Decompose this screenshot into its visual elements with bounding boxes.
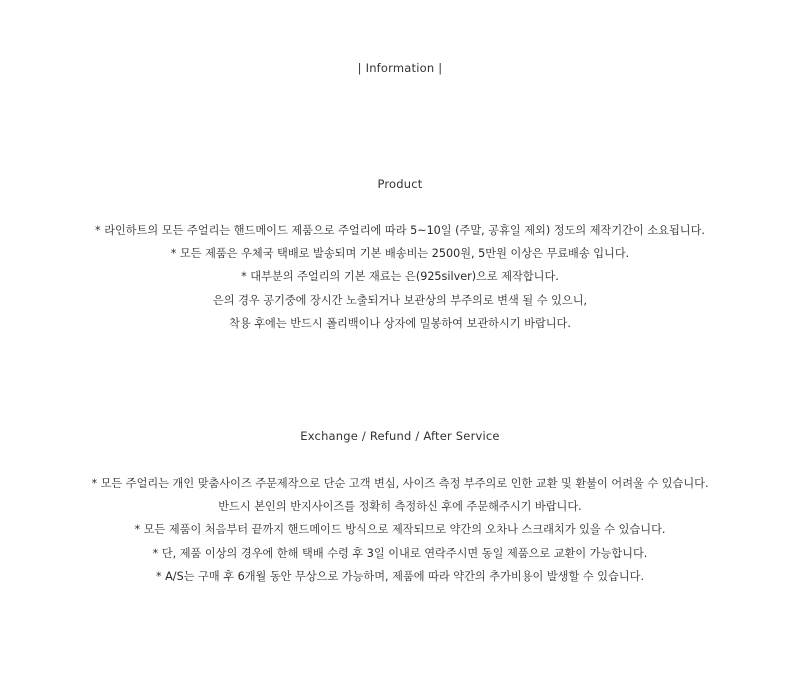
product-section-title: Product — [377, 177, 423, 191]
exchange-notice-line: * 모든 주얼리는 개인 맞춤사이즈 주문제작으로 단순 고객 변심, 사이즈 측정 부주의로 인한 교환 및 환불이 어려울 수 있습니다. — [91, 477, 709, 490]
product-notice-line: 은의 경우 공기중에 장시간 노출되거나 보관상의 부주의로 변색 될 수 있으니, — [212, 293, 588, 307]
product-notice-list — [0, 219, 800, 335]
product-notice-line: * 라인하트의 모든 주얼리는 핸드메이드 제품으로 주얼리에 따라 5~10일 (주말, 공휴일 제외) 정도의 제작기간이 소요됩니다. — [95, 224, 705, 237]
product-notice-line: * 모든 제품은 우체국 택배로 발송되며 기본 배송비는 2500원, 5만원 이상은 무료배송 입니다. — [170, 247, 630, 261]
exchange-notice-line: * 모든 제품이 처음부터 끝까지 핸드메이드 방식으로 제작되므로 약간의 오차나 스크래치가 있을 수 있습니다. — [134, 523, 666, 537]
exchange-notice-list — [0, 472, 800, 588]
exchange-notice-line: * A/S는 구매 후 6개월 동안 무상으로 가능하며, 제품에 따라 약간의 추가비용이 발생할 수 있습니다. — [156, 569, 644, 583]
exchange-notice-line: 반드시 본인의 반지사이즈를 정확히 측정하신 후에 주문해주시기 바랍니다. — [218, 500, 582, 514]
information-heading: | Information | — [357, 61, 443, 75]
exchange-section-title: Exchange / Refund / After Service — [300, 429, 500, 443]
exchange-notice-line: * 단, 제품 이상의 경우에 한해 택배 수령 후 3일 이내로 연락주시면 동일 제품으로 교환이 가능합니다. — [152, 546, 648, 560]
product-notice-line: 착용 후에는 반드시 폴리백이나 상자에 밀봉하여 보관하시기 바랍니다. — [229, 316, 571, 330]
product-notice-line: * 대부분의 주얼리의 기본 재료는 은(925silver)으로 제작합니다. — [241, 270, 559, 284]
